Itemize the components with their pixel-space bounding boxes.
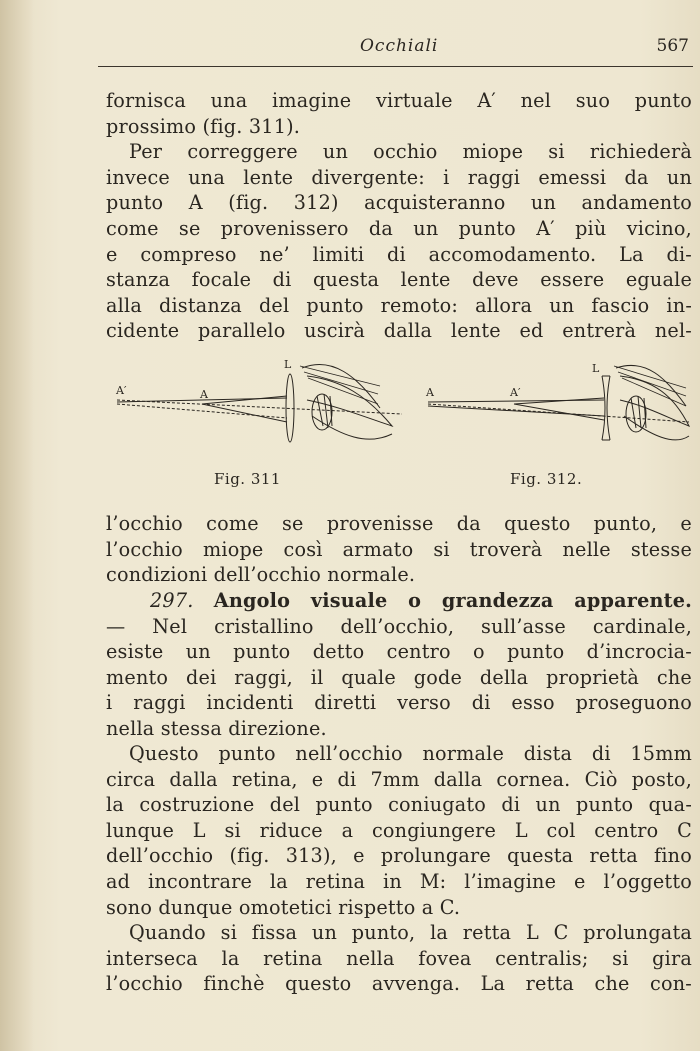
text-line: l’occhio come se provenisse da questo punto, e bbox=[106, 512, 692, 535]
label-a-prime: A′ bbox=[116, 384, 127, 397]
text-line: prossimo (fig. 311). bbox=[106, 114, 301, 138]
figure-312-caption: Fig. 312. bbox=[510, 470, 583, 488]
text-line: punto A (fig. 312) acquisteranno un andamento bbox=[106, 191, 692, 215]
text-line: lunque L si riduce a congiungere L col centro C bbox=[106, 818, 692, 842]
text-line: i raggi incidenti diretti verso di esso proseguono bbox=[106, 691, 692, 715]
label-a-prime: A′ bbox=[510, 386, 521, 399]
header-rule bbox=[98, 66, 693, 67]
text-line: invece una lente divergente: i raggi emessi da un bbox=[106, 165, 692, 189]
text-line: — Nel cristallino dell’occhio, sull’asse cardinale, bbox=[106, 614, 692, 638]
label-lens: L bbox=[284, 358, 292, 371]
text-line: stanza focale di questa lente deve essere eguale bbox=[106, 268, 692, 292]
text-line: esiste un punto detto centro o punto d’incrocia- bbox=[106, 640, 692, 664]
figure-311-drawing bbox=[112, 356, 402, 461]
text-line: fornisca una imagine virtuale A′ nel suo punto bbox=[106, 89, 692, 112]
text-line: interseca la retina nella fovea centralis; si gira bbox=[106, 946, 692, 970]
paragraph-3 bbox=[106, 741, 692, 920]
page-header bbox=[98, 34, 693, 64]
page-spine-shadow bbox=[0, 0, 34, 1051]
text-line: Per correggere un occhio miope si richiederà bbox=[129, 140, 692, 164]
figure-311-caption: Fig. 311 bbox=[214, 470, 281, 488]
label-a: A bbox=[200, 388, 208, 401]
text-line: dell’occhio (fig. 313), e prolungare questa retta fino bbox=[106, 844, 692, 868]
running-title: Occhiali bbox=[360, 36, 439, 56]
label-lens: L bbox=[592, 362, 600, 375]
paragraph-4 bbox=[106, 920, 692, 997]
paragraph-2 bbox=[106, 511, 692, 588]
text-line: l’occhio miope così armato si troverà nelle stesse bbox=[106, 537, 692, 561]
paragraph-1 bbox=[106, 88, 692, 344]
figures-row bbox=[106, 356, 692, 496]
section-number: 297. bbox=[150, 589, 194, 612]
section-heading: Angolo visuale o grandezza apparente. bbox=[213, 589, 692, 612]
text-line: alla distanza del punto remoto: allora un fascio in- bbox=[106, 293, 692, 317]
text-line: mento dei raggi, il quale gode della proprietà che bbox=[106, 665, 692, 689]
text-line: e compreso ne’ limiti di accomodamento. La di- bbox=[106, 242, 692, 266]
text-line: circa dalla retina, e di 7mm dalla cornea. Ciò posto, bbox=[106, 767, 692, 791]
label-a: A bbox=[426, 386, 434, 399]
text-line: sono dunque omotetici rispetto a C. bbox=[106, 895, 461, 919]
text-line: Quando si fissa un punto, la retta L C prolungata bbox=[129, 921, 692, 944]
text-line: Questo punto nell’occhio normale dista di 15mm bbox=[129, 742, 692, 765]
figure-311 bbox=[112, 356, 402, 461]
section-heading-line bbox=[106, 588, 692, 614]
text-line: ad incontrare la retina in M: l’imagine e l’oggetto bbox=[106, 869, 692, 893]
text-line: cidente parallelo uscirà dalla lente ed entrerà nel- bbox=[106, 319, 692, 343]
text-line: la costruzione del punto coniugato di un punto qua- bbox=[106, 793, 692, 817]
text-line: l’occhio finchè questo avvenga. La retta che con- bbox=[106, 972, 692, 996]
text-line: condizioni dell’occhio normale. bbox=[106, 563, 416, 587]
page-number: 567 bbox=[656, 36, 689, 56]
text-line: nella stessa direzione. bbox=[106, 716, 327, 740]
figure-312 bbox=[424, 356, 692, 461]
section-297 bbox=[106, 588, 692, 742]
figure-312-drawing bbox=[424, 356, 692, 461]
text-line: come se provenissero da un punto A′ più vicino, bbox=[106, 216, 692, 240]
